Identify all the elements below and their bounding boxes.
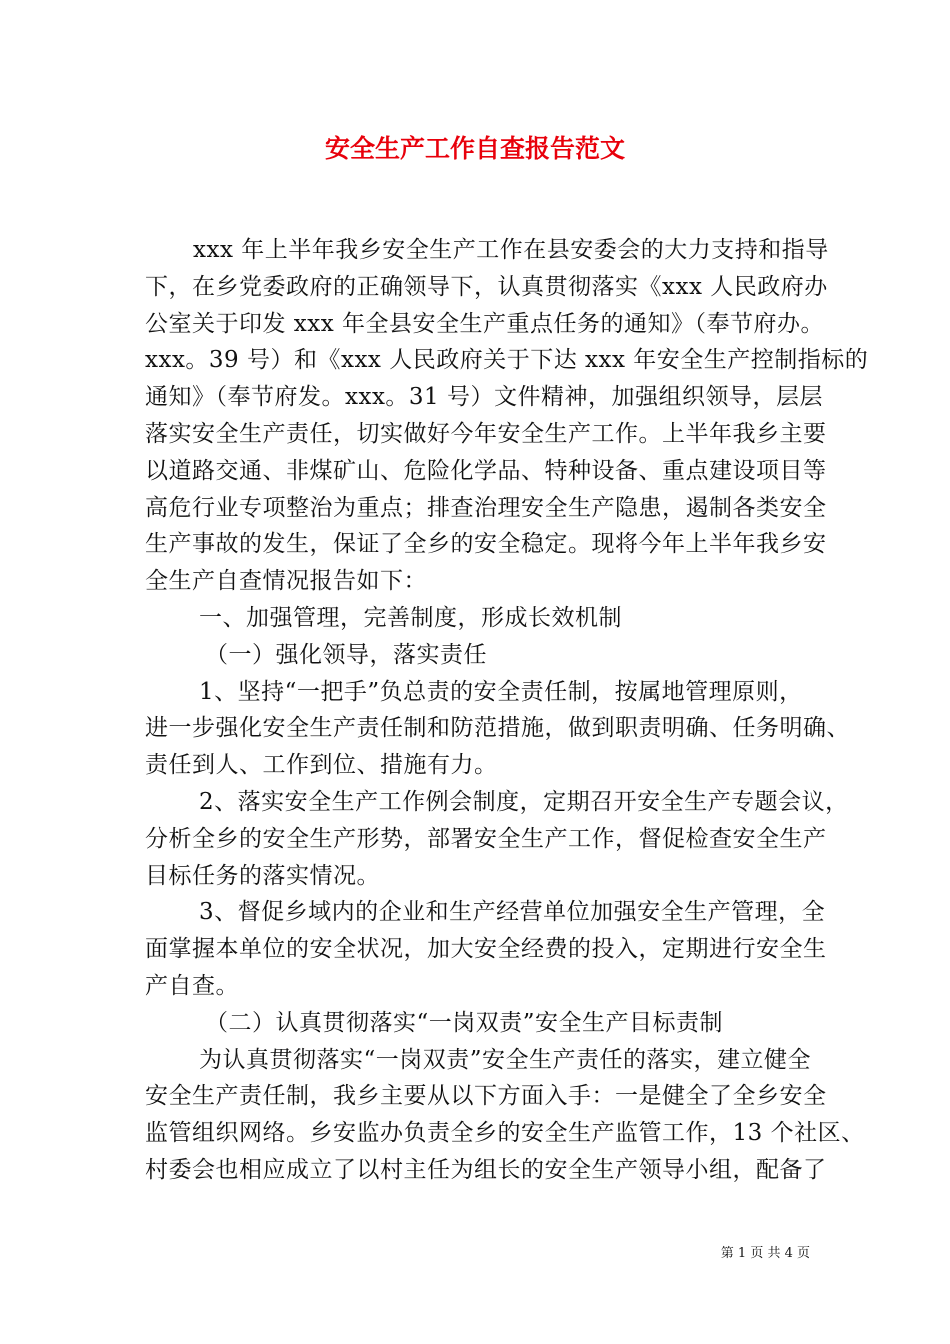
page-number-footer: 第 1 页 共 4 页 <box>720 1246 810 1261</box>
paragraph-line: 落实安全生产责任，切实做好今年安全生产工作。上半年我乡主要 <box>145 420 827 447</box>
paragraph-line: 全生产自查情况报告如下： <box>145 568 427 595</box>
document-title: 安全生产工作自查报告范文 <box>324 134 625 163</box>
paragraph-line: 进一步强化安全生产责任制和防范措施，做到职责明确、任务明确、 <box>145 715 850 742</box>
paragraph-line: （一）强化领导，落实责任 <box>205 641 487 668</box>
paragraph-line: 村委会也相应成立了以村主任为组长的安全生产领导小组，配备了 <box>145 1156 827 1183</box>
paragraph-line: 1、坚持“一把手”负总责的安全责任制，按属地管理原则， <box>199 678 803 705</box>
paragraph-line: 公室关于印发 xxx 年全县安全生产重点任务的通知》（奉节府办。 <box>145 310 825 337</box>
paragraph-line: 为认真贯彻落实“一岗双责”安全生产责任的落实，建立健全 <box>199 1046 812 1073</box>
paragraph-line: 生产事故的发生，保证了全乡的安全稳定。现将今年上半年我乡安 <box>145 531 827 558</box>
paragraph-line: 一、加强管理，完善制度，形成长效机制 <box>199 604 622 631</box>
paragraph-line: xxx 年上半年我乡安全生产工作在县安委会的大力支持和指导 <box>193 237 829 263</box>
paragraph-line: 下，在乡党委政府的正确领导下，认真贯彻落实《xxx 人民政府办 <box>145 273 828 300</box>
document-body <box>145 232 869 1189</box>
paragraph-line: 3、督促乡域内的企业和生产经营单位加强安全生产管理，全 <box>199 899 826 926</box>
paragraph-line: 分析全乡的安全生产形势，部署安全生产工作，督促检查安全生产 <box>145 825 827 852</box>
paragraph-line: xxx。39 号）和《xxx 人民政府关于下达 xxx 年安全生产控制指标的 <box>145 347 869 374</box>
paragraph-line: 监管组织网络。乡安监办负责全乡的安全生产监管工作，13 个社区、 <box>145 1120 865 1147</box>
paragraph-line: （二）认真贯彻落实“一岗双责”安全生产目标责制 <box>205 1009 724 1036</box>
paragraph-line: 以道路交通、非煤矿山、危险化学品、特种设备、重点建设项目等 <box>145 457 827 484</box>
paragraph-line: 目标任务的落实情况。 <box>145 862 380 889</box>
paragraph-line: 安全生产责任制，我乡主要从以下方面入手：一是健全了全乡安全 <box>145 1083 827 1110</box>
paragraph-line: 产自查。 <box>145 972 239 999</box>
paragraph-line: 面掌握本单位的安全状况，加大安全经费的投入，定期进行安全生 <box>145 936 827 963</box>
paragraph-line: 责任到人、工作到位、措施有力。 <box>145 752 498 779</box>
paragraph-line: 2、落实安全生产工作例会制度，定期召开安全生产专题会议， <box>199 788 849 815</box>
paragraph-line: 通知》（奉节府发。xxx。31 号）文件精神，加强组织领导，层层 <box>145 384 823 411</box>
paragraph-line: 高危行业专项整治为重点；排查治理安全生产隐患，遏制各类安全 <box>145 494 827 521</box>
